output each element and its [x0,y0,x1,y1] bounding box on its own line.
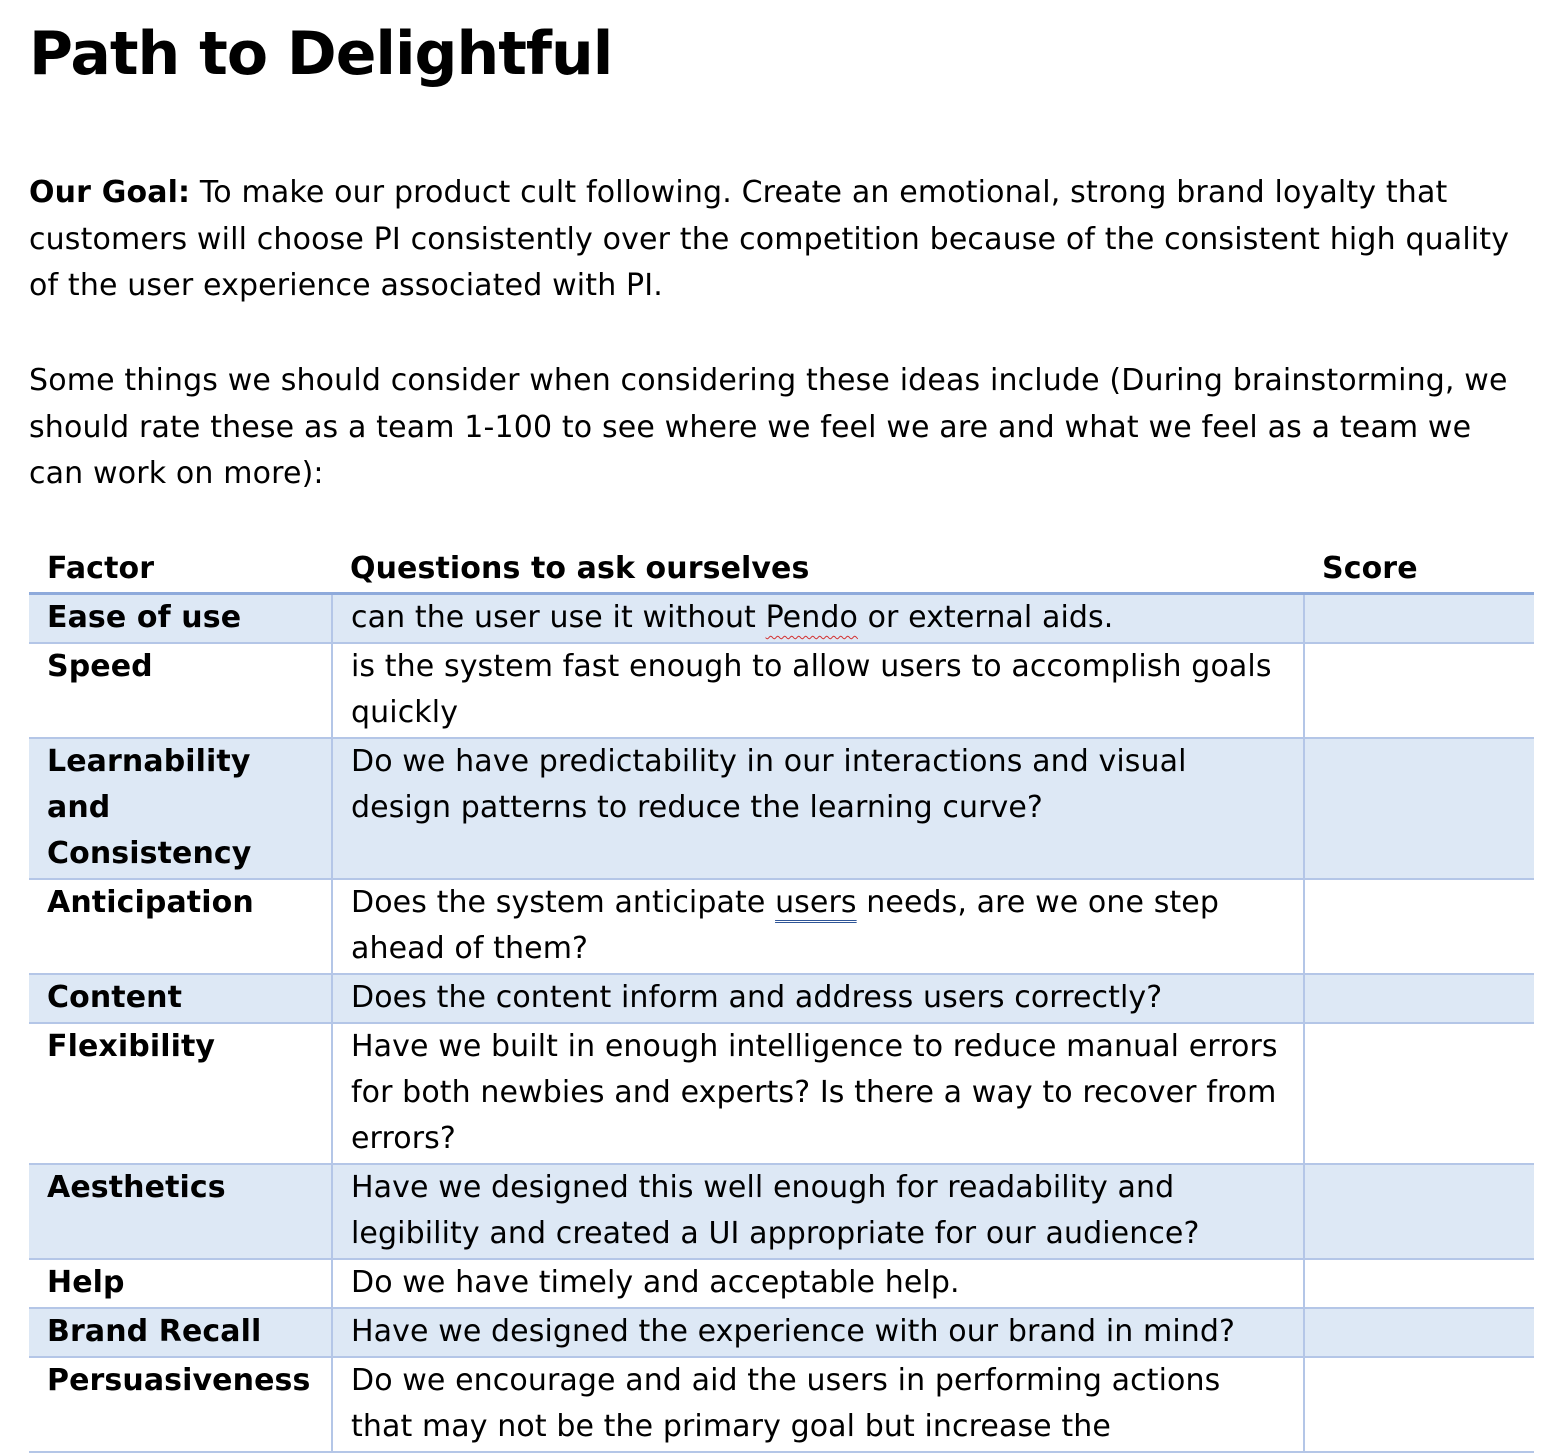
factor-cell: Speed [29,643,332,738]
table-row [29,594,1534,644]
score-cell[interactable] [1304,974,1534,1023]
spelling-flag-word[interactable]: Pendo [765,600,858,635]
factor-cell: Brand Recall [29,1308,332,1357]
score-cell[interactable] [1304,1023,1534,1164]
question-cell[interactable]: Do we have timely and acceptable help. [332,1259,1304,1308]
table-row [29,1023,1534,1164]
factor-cell: Ease of use [29,594,332,644]
score-cell[interactable] [1304,879,1534,974]
question-cell[interactable]: Do we encourage and aid the users in performing actions that may not be the primary goal but increase the [332,1357,1304,1452]
question-cell[interactable]: Have we built in enough intelligence to reduce manual errors for both newbies and experts? Is there a way to recover from errors? [332,1023,1304,1164]
question-text: can the user use it without [351,600,766,635]
factor-cell: Help [29,1259,332,1308]
score-cell[interactable] [1304,1357,1534,1452]
header-factor: Factor [29,546,332,594]
score-cell[interactable] [1304,1164,1534,1259]
factors-table [29,546,1534,1453]
factor-cell: Content [29,974,332,1023]
table-row [29,1357,1534,1452]
question-cell[interactable]: Does the content inform and address users correctly? [332,974,1304,1023]
score-cell[interactable] [1304,1259,1534,1308]
header-questions: Questions to ask ourselves [332,546,1304,594]
score-cell[interactable] [1304,1308,1534,1357]
question-cell[interactable]: Have we designed this well enough for readability and legibility and created a UI appropriate for our audience? [332,1164,1304,1259]
score-cell[interactable] [1304,643,1534,738]
question-cell[interactable]: Have we designed the experience with our brand in mind? [332,1308,1304,1357]
factor-cell: Learnability and Consistency [29,738,332,879]
grammar-flag-word[interactable]: users [775,885,857,920]
question-cell[interactable]: is the system fast enough to allow users to accomplish goals quickly [332,643,1304,738]
header-score: Score [1304,546,1534,594]
factor-cell: Anticipation [29,879,332,974]
question-text: or external aids. [857,600,1114,635]
question-cell[interactable] [332,879,1304,974]
table-row [29,1308,1534,1357]
question-text: Does the system anticipate [351,885,776,920]
consider-paragraph: Some things we should consider when considering these ideas include (During brainstorming, we should rate these as a team 1-100 to see where we feel we are and what we feel as a team we can work on more): [29,363,1508,491]
table-row [29,879,1534,974]
factor-cell: Flexibility [29,1023,332,1164]
table-row [29,1259,1534,1308]
table-row [29,974,1534,1023]
factor-cell: Aesthetics [29,1164,332,1259]
goal-paragraph [29,170,1529,310]
factor-cell: Persuasiveness [29,1357,332,1452]
question-cell[interactable]: Do we have predictability in our interactions and visual design patterns to reduce the learning curve? [332,738,1304,879]
score-cell[interactable] [1304,738,1534,879]
document-title: Path to Delightful [29,19,613,89]
goal-text: To make our product cult following. Create an emotional, strong brand loyalty that customers will choose PI consistently over the competition because of the consistent high quality of the user experience associated with PI. [29,175,1510,303]
table-row [29,643,1534,738]
goal-label: Our Goal: [29,175,191,210]
table-header-row [29,546,1534,594]
table-row [29,738,1534,879]
question-cell[interactable] [332,594,1304,644]
table-row [29,1164,1534,1259]
question-text: needs, are we one step ahead of them? [351,885,1219,966]
score-cell[interactable] [1304,594,1534,644]
